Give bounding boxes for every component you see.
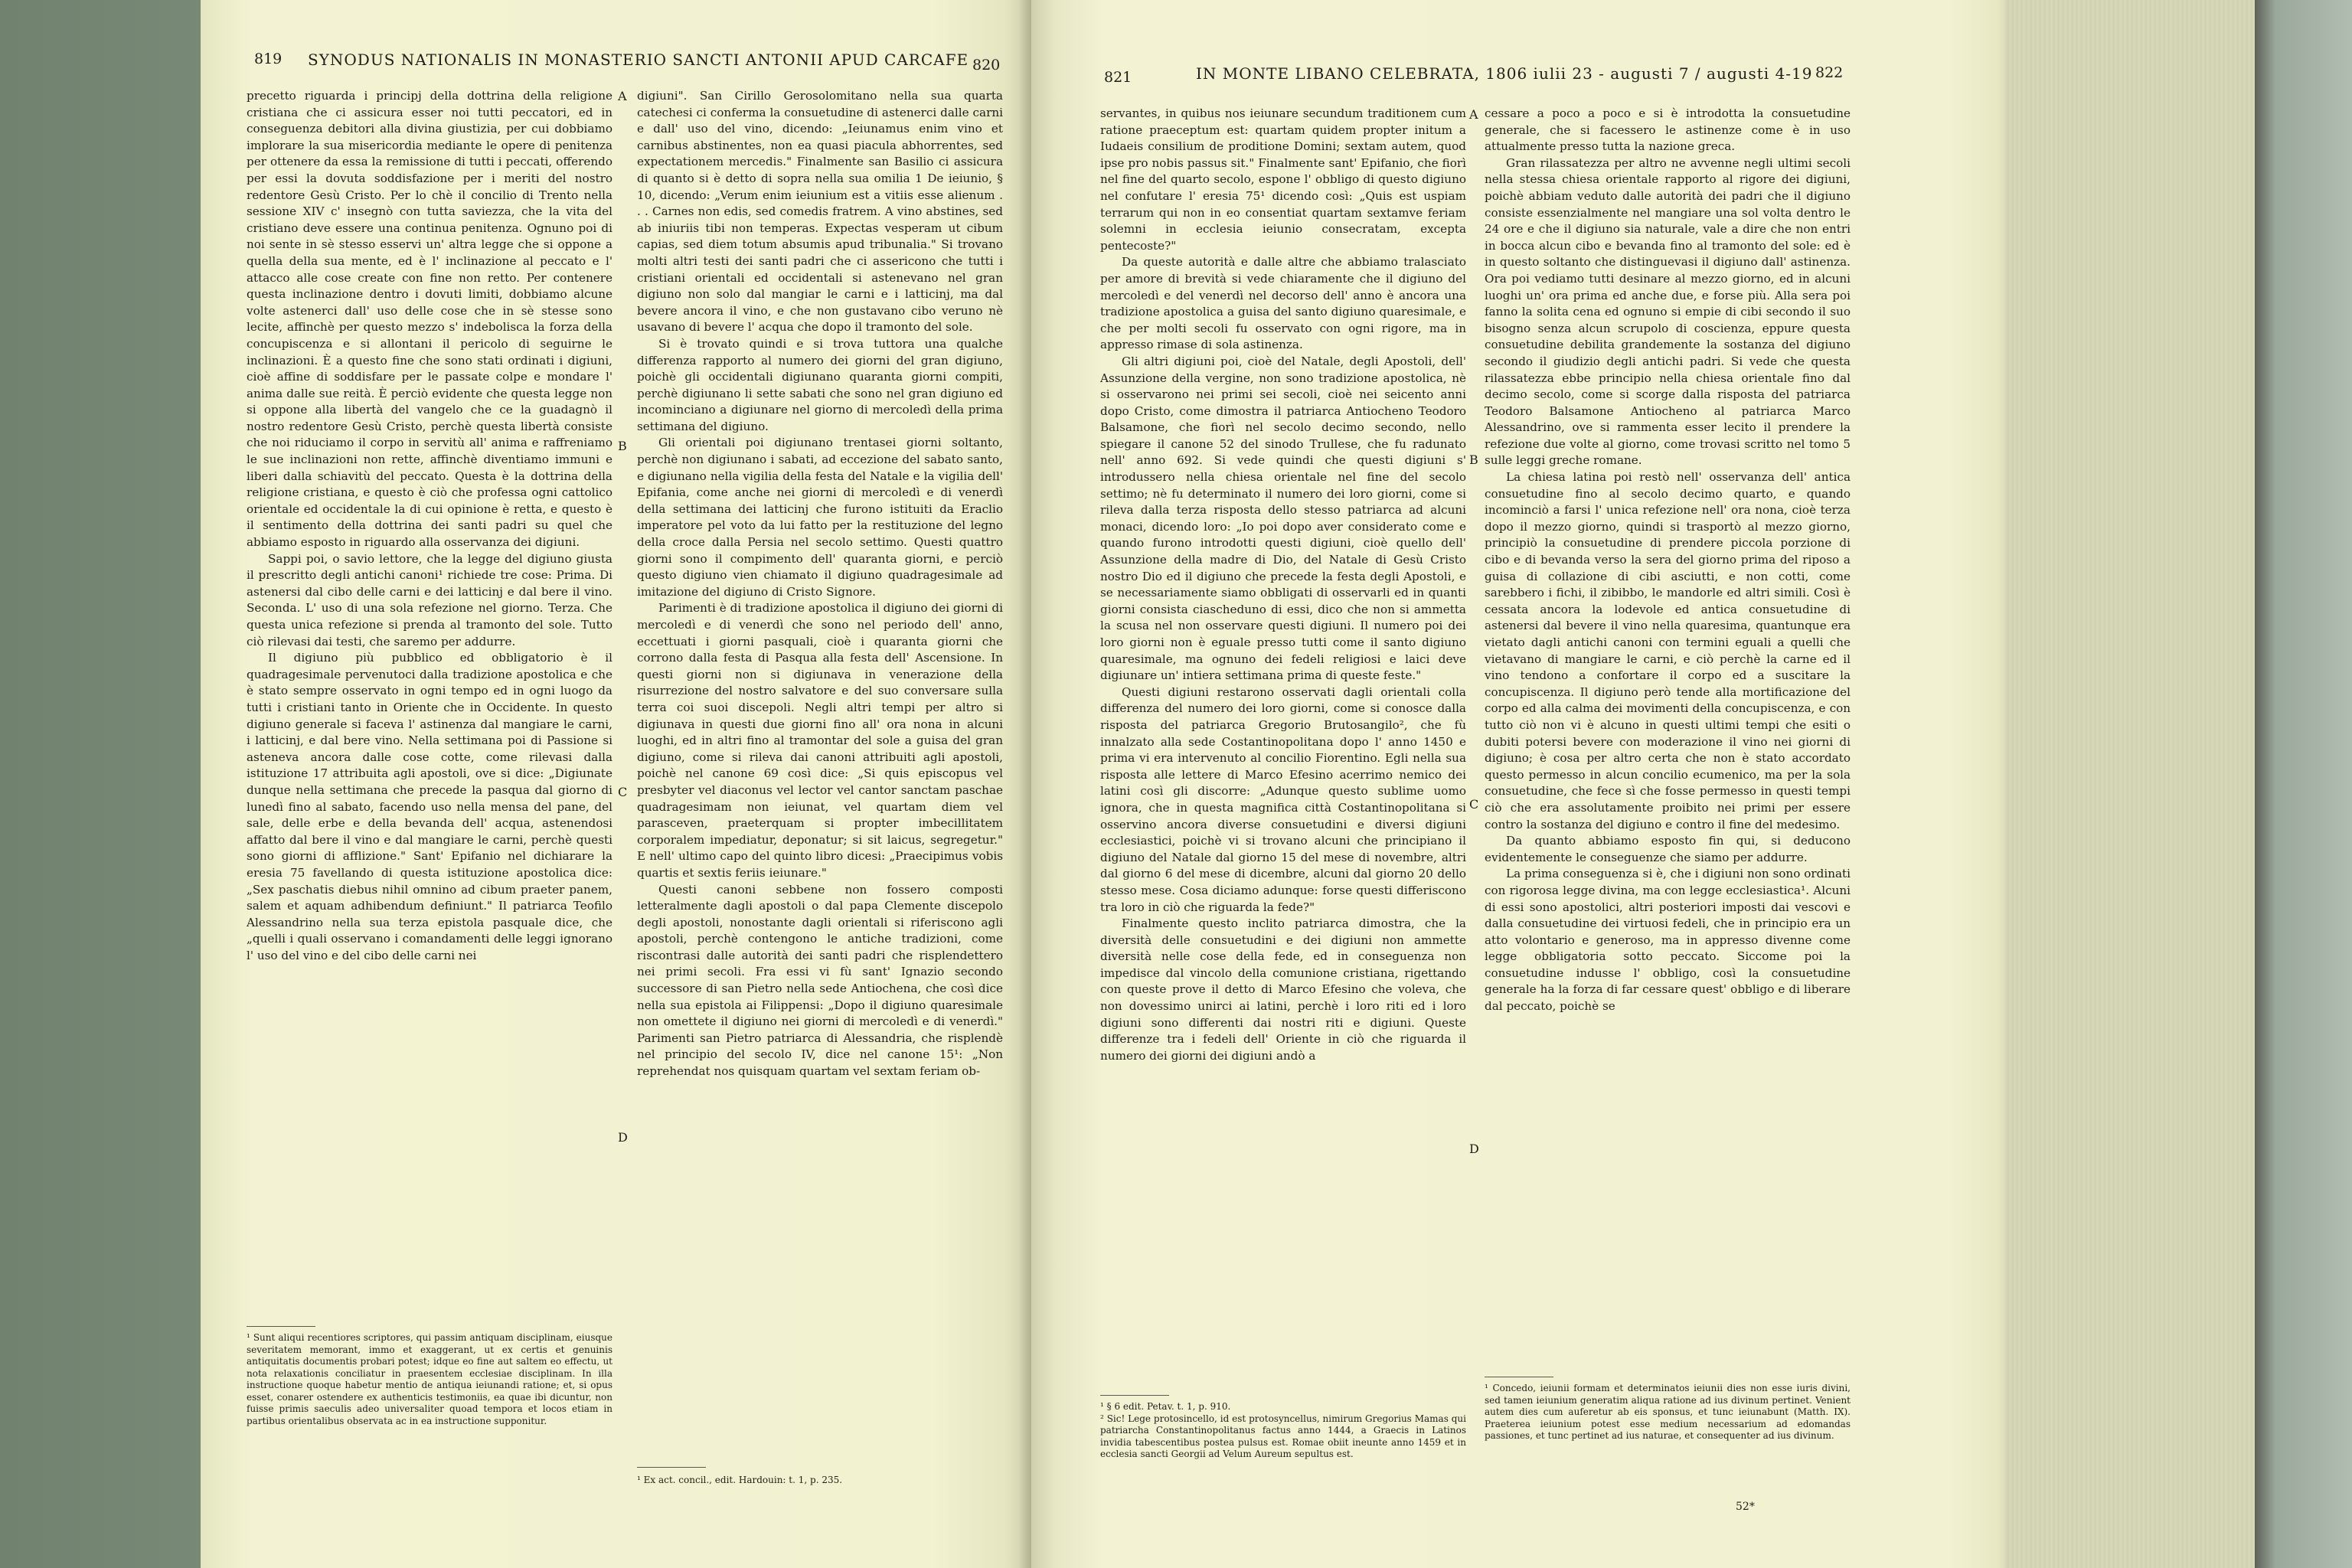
book-cover-edge — [2245, 0, 2352, 1568]
footnote-rule — [637, 1467, 706, 1468]
margin-marker-d: D — [1469, 1142, 1479, 1156]
paragraph: digiuni". San Cirillo Gerosolomitano nella sua quarta catechesi ci conferma la consuetudine di astenerci dalle carni e dall' uso del vino, dicendo: „Ieiunamus enim vino et carnibus abstinentes, non ea quasi piacula abhorrentes, sed expectationem mercedis." Finalmente san Basilio ci assicura di quanto si è detto di sopra nella sua omilia 1 De ieiunio, § 10, dicendo: „Verum enim ieiunium est a vitiis esse alienum . . . Carnes non edis, sed comedis fratrem. A vino abstines, sed ab iniuriis tibi non temperas. Expectas vesperam ut cibum capias, sed diem totum absumis apud tribunalia." Si trovano molti altri testi dei santi padri che ci assericono che tutti i cristiani orientali ed occidentali si astenevano nel gran digiuno non solo dal mangiar le carni e i latticinj, ma dal bevere ancora il vino, e che non gustavano cibo veruno nè usavano di bevere l' acqua che dopo il tramonto del sole. — [637, 89, 1003, 335]
footnote-left-col1: ¹ Sunt aliqui recentiores scriptores, qui passim antiquam disciplinam, eiusque severitatem memorant, immo et exaggerant, ut ex certis et genuinis antiquitatis documentis probari potest; idque eo fine aut saltem eo effectu, ut nota relaxationis conciliatur in praesentem ecclesiae disciplinam. In illa instructione quoque habetur mentio de antiqua ieiunandi ratione; et, si opus esset, conarer ostendere ex authenticis testimoniis, ea quae ibi dicuntur, non fuisse primis saeculis adeo universaliter quoad tempora et locos etiam in partibus orientalibus observata ac in ea instructione supponitur. — [247, 1332, 612, 1426]
paragraph: La prima conseguenza si è, che i digiuni non sono ordinati con rigorosa legge divina, ma con legge ecclesiastica¹. Alcuni di essi sono apostolici, altri posteriori imposti dai vescovi e dalla consuetudine dei virtuosi fedeli, che in principio era un atto volontario e generoso, ma in appresso divenne come legge obbligatoria sotto peccato. Siccome poi la consuetudine indusse l' obbligo, così la consuetudine generale ha la forza di far cessare quest' obbligo e di liberare dal peccato, poichè se — [1485, 867, 1851, 1014]
running-header-left: SYNODUS NATIONALIS IN MONASTERIO SANCTI ANTONII APUD CARCAFE — [308, 51, 969, 69]
right-page-column-2 — [1485, 106, 1851, 1369]
paragraph: Gran rilassatezza per altro ne avvenne negli ultimi secoli nella stessa chiesa orientale rapporto al rigore dei digiuni, poichè abbiam veduto dalle autorità dei padri che il digiuno consiste essenzialmente nel mangiare una sol volta dentro le 24 ore e che il digiuno sia naturale, vale a dire che non entri in bocca alcun cibo e bevanda fino al tramonto del sole: ed è in questo soltanto che distinguevasi il digiuno dall' astinenza. Ora poi vediamo tutti desinare al mezzo giorno, ed in alcuni luoghi un' ora prima ed anche due, e forse più. Alla sera poi fanno la solita cena ed ognuno si empie di cibi secondo il suo bisogno senza alcun scrupolo di coscienza, eppure questa consuetudine debilita grandemente la sostanza del digiuno secondo il giudizio degli antichi padri. Si vede che questa rilassatezza ebbe principio nella chiesa orientale fino dal decimo secolo, come si scorge dalla risposta del patriarca Teodoro Balsamone Antiocheno al patriarca Marco Alessandrino, ove si rammenta esser lecito il prendere la refezione due volte al giorno, come trovasi scritto nel tomo 5 sulle leggi greche romane. — [1485, 155, 1851, 468]
paragraph: Questi canoni sebbene non fossero composti letteralmente dagli apostoli o dal papa Clemente discepolo degli apostoli, nonostante dagli orientali si riferiscono agli apostoli, perchè contengono le antiche tradizioni, come riscontrasi dalle autorità dei santi padri che risplendettero nei primi secoli. Fra essi vi fù sant' Ignazio secondo successore di san Pietro nella sede Antiochena, che così dice nella sua epistola ai Filippensi: „Dopo il digiuno quaresimale non omettete il digiuno nei giorni di mercoledì e di venerdì." Parimenti san Pietro patriarca di Alessandria, che risplendè nel principio del secolo IV, dice nel canone 15¹: „Non reprehendat nos quisquam quartam vel sextam feriam ob- — [637, 882, 1003, 1079]
footnote-right-col1: ¹ § 6 edit. Petav. t. 1, p. 910. ² Sic! Lege protosincello, id est protosyncellus, nimirum Gregorius Mamas qui patriarcha Constantinopolitanus factus anno 1444, a Graecis in Latinos invidia tabescentibus postea pulsus est. Romae obiit ineunte anno 1459 et in ecclesia sancti Georgii ad Velum Aureum sepultus est. — [1100, 1401, 1466, 1459]
paragraph: precetto riguarda i principj della dottrina della religione cristiana che ci assicura esser noi tutti peccatori, ed in conseguenza debitori alla divina giustizia, per cui dobbiamo implorare la sua misericordia mediante le opere di penitenza per ottenere da essa la remissione di tutti i peccati, offerendo per essi la dovuta soddisfazione per i meriti del nostro redentore Gesù Cristo. Per lo chè il concilio di Trento nella sessione XIV c' insegnò con tutta saviezza, che la vita del cristiano deve essere una continua penitenza. Ognuno poi di noi sente in sè stesso esservi un' altra legge che si oppone a quella della sua mente, ed è l' inclinazione al peccato e l' attacco alle cose create con fine non retto. Per contenere questa inclinazione dentro i dovuti limiti, dobbiamo alcune volte astenerci dall' uso delle cose che in sè stesse sono lecite, affinchè per questo mezzo s' indebolisca la forza della concupiscenza e si allontani il pericolo di seguirne le inclinazioni. È a questo fine che sono stati ordinati i digiuni, cioè affine di soddisfare per le passate colpe e mondare l' anima dalle sue reità. È perciò evidente che questa legge non si oppone alla libertà del vangelo che ce la guadagnò il nostro redentore Gesù Cristo, perchè questa libertà consiste che noi riduciamo il corpo in servitù all' anima e raffreniamo le sue inclinazioni non rette, affinchè diventiamo immuni e liberi dalla schiavitù del peccato. Questa è la dottrina della religione cristiana, e questo è ciò che professa ogni cattolico orientale ed occidentale la di cui opinione è retta, e questo è il sentimento della dottrina dei santi padri su quel che abbiamo esposto in riguardo alla osservanza dei digiuni. — [247, 89, 612, 550]
footnote-rule — [1100, 1395, 1169, 1396]
running-header-right: IN MONTE LIBANO CELEBRATA, 1806 iulii 23 - augusti 7 / augusti 4-19 — [1196, 64, 1813, 83]
margin-marker-a: A — [618, 89, 627, 103]
margin-marker-c: C — [1469, 797, 1479, 812]
paragraph: Parimenti è di tradizione apostolica il digiuno dei giorni di mercoledì e di venerdì che sono nel periodo dell' anno, eccettuati i giorni pasquali, cioè i quaranta giorni che corrono dalla festa di Pasqua alla festa dell' Ascensione. In questi giorni non si digiunava in venerazione della risurrezione del nostro salvatore e del suo conversare sulla terra coi suoi discepoli. Negli altri tempi per altro si digiunava in questi due giorni fino all' ora nona in alcuni luoghi, ed in altri fino al tramontar del sole a guisa del gran digiuno, come si rileva dai canoni attribuiti agli apostoli, poichè nel canone 69 così dice: „Si quis episcopus vel presbyter vel diaconus vel lector vel cantor sanctam paschae quadragesimam non ieiunat, vel quartam diem vel parasceven, praeterquam si propter imbecillitatem corporalem impediatur, deponatur; si sit laicus, segregetur." E nell' ultimo capo del quinto libro dicesi: „Praecipimus vobis quartis et sextis feriis ieiunare." — [637, 601, 1003, 880]
paragraph: Gli altri digiuni poi, cioè del Natale, degli Apostoli, dell' Assunzione della vergine, non sono tradizione apostolica, nè si osservarono nei primi sei secoli, cioè nei seicento anni dopo Cristo, come dimostra il patriarca Antiocheno Teodoro Balsamone, che fiorì nel secolo decimo secondo, nello spiegare il canone 52 del sinodo Trullese, che fu radunato nell' anno 692. Si vede quindi che questi digiuni s' introdussero nella chiesa orientale nel fine del secolo settimo; nè fu determinato il numero dei loro giorni, come si rileva dalla terza risposta dello stesso patriarca ad alcuni monaci, dicendo loro: „Io poi dopo aver considerato come e quando furono introdotti questi digiuni, cioè quello dell' Assunzione della madre di Dio, del Natale di Gesù Cristo nostro Dio ed il digiuno che precede la festa degli Apostoli, e se necessariamente siamo obbligati di osservarli ed in quanti giorni consista ciascheduno di essi, dico che non si ammetta la scusa nel non osservare questi digiuni. Il numero poi dei loro giorni non è eguale presso tutti come il santo digiuno quaresimale, ma ognuno dei fedeli religiosi e laici deve digiunare un' intiera settimana prima di queste feste." — [1100, 354, 1466, 683]
footnote-rule — [247, 1326, 315, 1327]
paragraph: Finalmente questo inclito patriarca dimostra, che la diversità delle consuetudini e dei digiuni non ammette diversità nelle cose della fede, ed in conseguenza non impedisce dal vincolo della comunione cristiana, rigettando con queste prove il detto di Marco Efesino che voleva, che non dovessimo unirci ai latini, perchè i loro riti ed i loro digiuni sono differenti dai nostri riti e digiuni. Queste differenze tra i fedeli dell' Oriente in ciò che riguarda il numero dei giorni dei digiuni andò a — [1100, 916, 1466, 1063]
left-page-column-1 — [247, 88, 612, 1322]
page-number-right-col1: 821 — [1104, 69, 1132, 86]
left-page-column-2 — [637, 88, 1003, 1445]
paragraph: Si è trovato quindi e si trova tuttora una qualche differenza rapporto al numero dei giorni del gran digiuno, poichè gli occidentali digiunano quaranta giorni compiti, perchè digiunano li sette sabati che sono nel gran digiuno ed incominciano a digiunare nel giorno di mercoledì della prima settimana del digiuno. — [637, 336, 1003, 433]
right-page-column-1 — [1100, 106, 1466, 1392]
paragraph: cessare a poco a poco e si è introdotta la consuetudine generale, che si facessero le astinenze come è in uso attualmente presso tutta la nazione greca. — [1485, 106, 1851, 154]
page-stack-edge — [2006, 0, 2255, 1568]
footnote-left-col2: ¹ Ex act. concil., edit. Hardouin: t. 1, p. 235. — [637, 1475, 843, 1485]
paragraph: Da queste autorità e dalle altre che abbiamo tralasciato per amore di brevità si vede chiaramente che il digiuno del mercoledì e del venerdì nel decorso dell' anno è ancora una tradizione apostolica a guisa del santo digiuno quaresimale, e che per molti secoli fu osservato con ogni rigore, ma in appresso rimase di sola astinenza. — [1100, 255, 1466, 352]
page-number-left-col1: 819 — [254, 51, 283, 67]
paragraph: servantes, in quibus nos ieiunare secundum traditionem cum ratione praeceptum est: quartam quidem propter initum a Iudaeis consilium de proditione Domini; sextam autem, quod ipse pro nobis passus sit." Finalmente sant' Epifanio, che fiorì nel fine del quarto secolo, espone l' obbligo di questo digiuno nel confutare l' eresia 75¹ dicendo così: „Quis est uspiam terrarum qui non in eo consentiat quartam sextamve feriam solemni in ecclesia ieiunio consecratam, excepta pentecoste?" — [1100, 106, 1466, 253]
margin-marker-b: B — [1469, 452, 1478, 467]
margin-marker-a: A — [1469, 107, 1478, 122]
paragraph: La chiesa latina poi restò nell' osservanza dell' antica consuetudine fino al secolo decimo quarto, e quando incominciò a farsi l' unica refezione nell' ora nona, cioè terza dopo il mezzo giorno, quindi si trasportò al mezzo giorno, principiò la consuetudine di prendere piccola porzione di cibo e di bevanda verso la sera del giorno prima del riposo a guisa di collazione di cibi asciutti, e non cotti, come sarebbero i fichi, il zibibbo, le mandorle ed altri simili. Così è cessata ancora la lodevole ed antica consuetudine di astenersi dal bevere il vino nella quaresima, quantunque era vietato dagli antichi canoni con termini eguali a quelli che vietavano di mangiare le carni, e ciò perchè la carne ed il vino tendono a confortare il corpo ed a suscitare la concupiscenza. Il digiuno però tende alla mortificazione del corpo ed alla calma dei movimenti della concupiscenza, e con tutto ciò non vi è alcuno in questi ultimi tempi che esiti o dubiti potersi bevere con moderazione il vino nei giorni di digiuno; è cosa per altro certa che non è stato accordato questo permesso in alcun concilio ecumenico, ma per la sola consuetudine, che fece sì che fosse permesso in questi tempi ciò che era assolutamente proibito nei primi per essere contro la sostanza del digiuno e contro il fine del medesimo. — [1485, 470, 1851, 831]
margin-marker-b: B — [618, 439, 627, 453]
page-number-right-col2: 822 — [1815, 64, 1844, 81]
paragraph: Questi digiuni restarono osservati dagli orientali colla differenza del numero dei loro giorni, come si conosce dalla risposta del patriarca Gregorio Brutosangilo², che fù innalzato alla sede Costantinopolitana dopo l' anno 1450 e prima vi era intervenuto al concilio Fiorentino. Egli nella sua risposta alle lettere di Marco Efesino acerrimo nemico dei latini così gli discorre: „Adunque questo sublime uomo ignora, che in questa magnifica città Costantinopolitana si osservino ancora diverse consuetudini e diversi digiuni ecclesiastici, poichè vi si trovano alcuni che principiano il digiuno del Natale dal giorno 15 del mese di novembre, altri dal giorno 6 del mese di dicembre, alcuni dal giorno 20 dello stesso mese. Cosa diciamo adunque: forse questi differiscono tra loro in ciò che riguarda la fede?" — [1100, 684, 1466, 914]
paragraph: Il digiuno più pubblico ed obbligatorio è il quadragesimale pervenutoci dalla tradizione apostolica e che è stato sempre osservato in ogni tempo ed in ogni luogo da tutti i cristiani tanto in Oriente che in Occidente. In questo digiuno generale si faceva l' astinenza dal mangiare le carni, i latticinj, e dal bere vino. Nella settimana poi di Passione si asteneva ancora dalle cose cotte, come rilevasi dalla istituzione 17 attribuita agli apostoli, ove si dice: „Digiunate dunque nella settimana che precede la pasqua dal giorno di lunedì fino al sabato, facendo uso nella mensa del pane, del sale, delle erbe e della bevanda dell' acqua, astenendosi affatto dal bere il vino e dal mangiare le carni, perchè questi sono giorni di afflizione." Sant' Epifanio nel dichiarare la eresia 75 favellando di questa istituzione apostolica dice: „Sex paschatis diebus nihil omnino ad cibum praeter panem, salem et aquam adhibendum definiunt." Il patriarca Teofilo Alessandrino nella sua terza epistola pasquale dice, che „quelli i quali osservano i comandamenti delle leggi ignorano l' uso del vino e del cibo delle carni nei — [247, 651, 612, 962]
paragraph: Da quanto abbiamo esposto fin qui, si deducono evidentemente le conseguenze che siamo per addurre. — [1485, 834, 1851, 864]
paragraph: Sappi poi, o savio lettore, che la legge del digiuno giusta il prescritto degli antichi canoni¹ richiede tre cose: Prima. Di astenersi dal cibo delle carni e dei latticinj e dal bere il vino. Seconda. L' uso di una sola refezione nel giorno. Terza. Che questa unica refezione si prenda al tramonto del sole. Tutto ciò rilevasi dai testi, che saremo per addurre. — [247, 551, 612, 648]
margin-marker-c: C — [618, 785, 628, 799]
footnote-right-col2: ¹ Concedo, ieiunii formam et determinatos ieiunii dies non esse iuris divini, sed tamen ieiunium generatim aliqua ratione ad ius divinum pertinet. Venient autem dies cum auferetur ab eis sponsus, et tunc ieiunabunt (Matth. IX). Praeterea ieiunium potest esse medium necessarium ad edomandas passiones, et tunc pertinet ad ius naturae, et consequenter ad ius divinum. — [1485, 1383, 1851, 1441]
left-page — [201, 0, 1031, 1568]
margin-marker-d: D — [618, 1130, 628, 1145]
paragraph: Gli orientali poi digiunano trentasei giorni soltanto, perchè non digiunano i sabati, ad eccezione del sabato santo, e digiunano nella vigilia della festa del Natale e la vigilia dell' Epifania, come anche nei giorni di mercoledì e di venerdì della settimana dei latticinj che furono istituiti da Eraclio imperatore pel voto da lui fatto per la restituzione del legno della croce dalla Persia nel secolo settimo. Questi quattro giorni sono il compimento dell' quaranta giorni, e perciò questo digiuno vien chiamato il digiuno quadragesimale ad imitazione del digiuno di Cristo Signore. — [637, 436, 1003, 599]
signature-mark: 52* — [1736, 1501, 1755, 1513]
page-number-left-col2: 820 — [972, 57, 1001, 74]
